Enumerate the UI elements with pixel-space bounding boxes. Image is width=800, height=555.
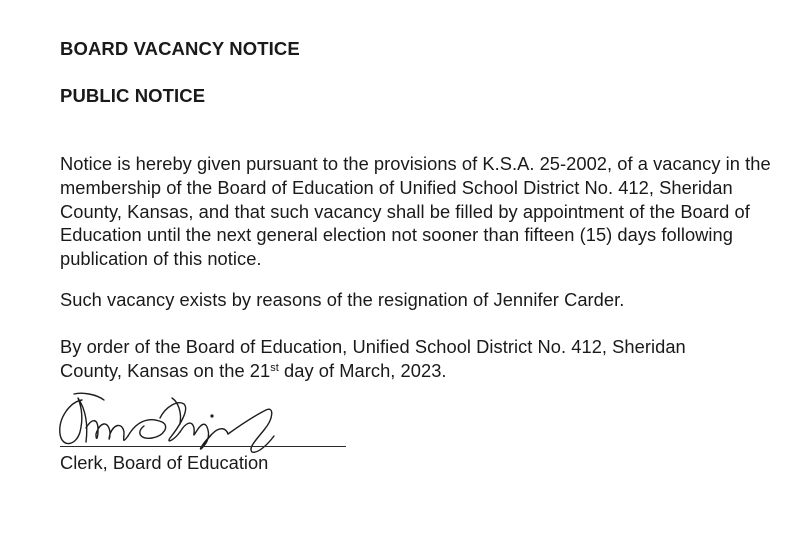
handwritten-signature — [52, 388, 292, 458]
order-line-1: By order of the Board of Education, Unified School District No. 412, Sheridan — [60, 336, 686, 357]
order-line-2-prefix: County, Kansas on the 21 — [60, 359, 271, 381]
notice-body-paragraph: Notice is hereby given pursuant to the provisions of K.S.A. 25-2002, of a vacancy in the membership of the Board of Education of Unified School District No. 412, Sheridan County, Kansas, and that such vacancy shall be filled by appointment of the Board of Education until the next general election not sooner than fifteen (15) days following publication of this notice. — [60, 153, 771, 270]
order-line-2-suffix: day of March, 2023. — [278, 359, 447, 381]
order-paragraph — [60, 335, 780, 383]
ordinal-suffix: st — [270, 361, 279, 374]
signature-line — [60, 446, 346, 447]
notice-subtitle: PUBLIC NOTICE — [60, 85, 206, 106]
signature-caption: Clerk, Board of Education — [60, 452, 269, 473]
vacancy-reason-paragraph: Such vacancy exists by reasons of the resignation of Jennifer Carder. — [60, 289, 625, 310]
notice-title: BOARD VACANCY NOTICE — [60, 38, 300, 59]
